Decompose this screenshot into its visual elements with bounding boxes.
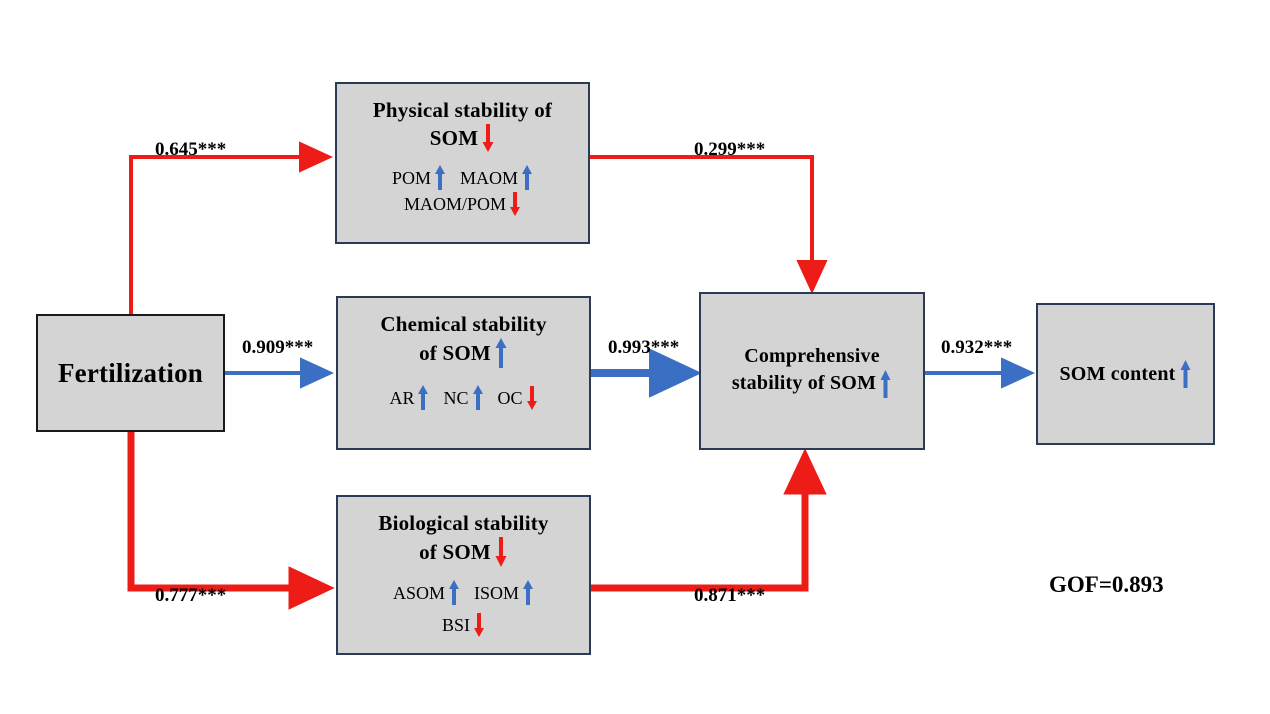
node-som-content[interactable] <box>1036 303 1215 445</box>
indicator-asom-label: ASOM <box>392 583 445 603</box>
node-comprehensive-stability[interactable] <box>699 292 925 450</box>
node-fertilization[interactable] <box>36 314 225 432</box>
arrow-down-icon <box>509 191 521 217</box>
arrow-up-icon <box>472 385 484 411</box>
node-biological-indicators-row2 <box>442 612 485 638</box>
node-physical-title-line2: SOM <box>429 125 479 150</box>
indicator-pom-label: POM <box>391 168 431 188</box>
arrow-up-icon <box>494 337 508 369</box>
node-comprehensive-title-line2: stability of SOM <box>731 372 877 394</box>
node-physical-indicators-row2 <box>404 191 521 217</box>
edge-label-biological-comprehensive: 0.871*** <box>694 585 766 606</box>
arrow-down-icon <box>494 536 508 568</box>
indicator-maom-pom-label: MAOM/POM <box>403 194 507 214</box>
node-chemical-title-line1: Chemical stability <box>380 312 547 336</box>
node-chemical-title-line2: of SOM <box>419 340 491 365</box>
arrow-up-icon <box>522 580 534 606</box>
node-comprehensive-title-line1: Comprehensive <box>744 344 880 367</box>
node-comprehensive-title-line2-row <box>732 369 892 399</box>
node-biological-title-line2-row <box>419 536 508 568</box>
arrow-up-icon <box>434 165 446 191</box>
indicator-bsi-label: BSI <box>441 615 470 635</box>
node-chemical-title-line2-row <box>419 337 508 369</box>
arrow-down-icon <box>473 612 485 638</box>
edge-label-comprehensive-som: 0.932*** <box>941 337 1013 358</box>
edge-label-fert-physical: 0.645*** <box>155 139 227 160</box>
node-biological-title-line2: of SOM <box>419 539 491 564</box>
indicator-ar-label: AR <box>389 388 415 408</box>
node-physical-title-line1: Physical stability of <box>372 98 553 122</box>
indicator-nc-label: NC <box>443 388 469 408</box>
arrow-up-icon <box>448 580 460 606</box>
arrow-up-icon <box>417 385 429 411</box>
edge-label-physical-comprehensive: 0.299*** <box>694 139 766 160</box>
node-chemical-indicators-row <box>389 385 537 411</box>
node-physical-indicators-row1 <box>392 165 533 191</box>
gof-label: GOF=0.893 <box>1049 572 1164 597</box>
node-fertilization-title: Fertilization <box>57 357 204 388</box>
arrow-up-icon <box>1179 359 1192 389</box>
indicator-isom-label: ISOM <box>474 583 520 603</box>
node-physical-title-line2-row <box>430 123 495 153</box>
indicator-oc-label: OC <box>497 388 523 408</box>
indicator-maom-label: MAOM <box>460 168 519 188</box>
arrow-up-icon <box>521 165 533 191</box>
arrow-up-icon <box>879 369 892 399</box>
node-biological-stability[interactable] <box>336 495 591 655</box>
edge-label-fert-chemical: 0.909*** <box>242 337 314 358</box>
node-biological-title-line1: Biological stability <box>378 511 549 535</box>
arrow-down-icon <box>526 385 538 411</box>
node-biological-indicators-row1 <box>393 580 534 606</box>
edge-label-fert-biological: 0.777*** <box>155 585 227 606</box>
node-som-content-title: SOM content <box>1059 362 1176 385</box>
node-chemical-stability[interactable] <box>336 296 591 450</box>
arrow-down-icon <box>481 123 495 153</box>
edge-label-chemical-comprehensive: 0.993*** <box>608 337 680 358</box>
node-som-content-title-row <box>1059 359 1191 389</box>
node-physical-stability[interactable] <box>335 82 590 244</box>
